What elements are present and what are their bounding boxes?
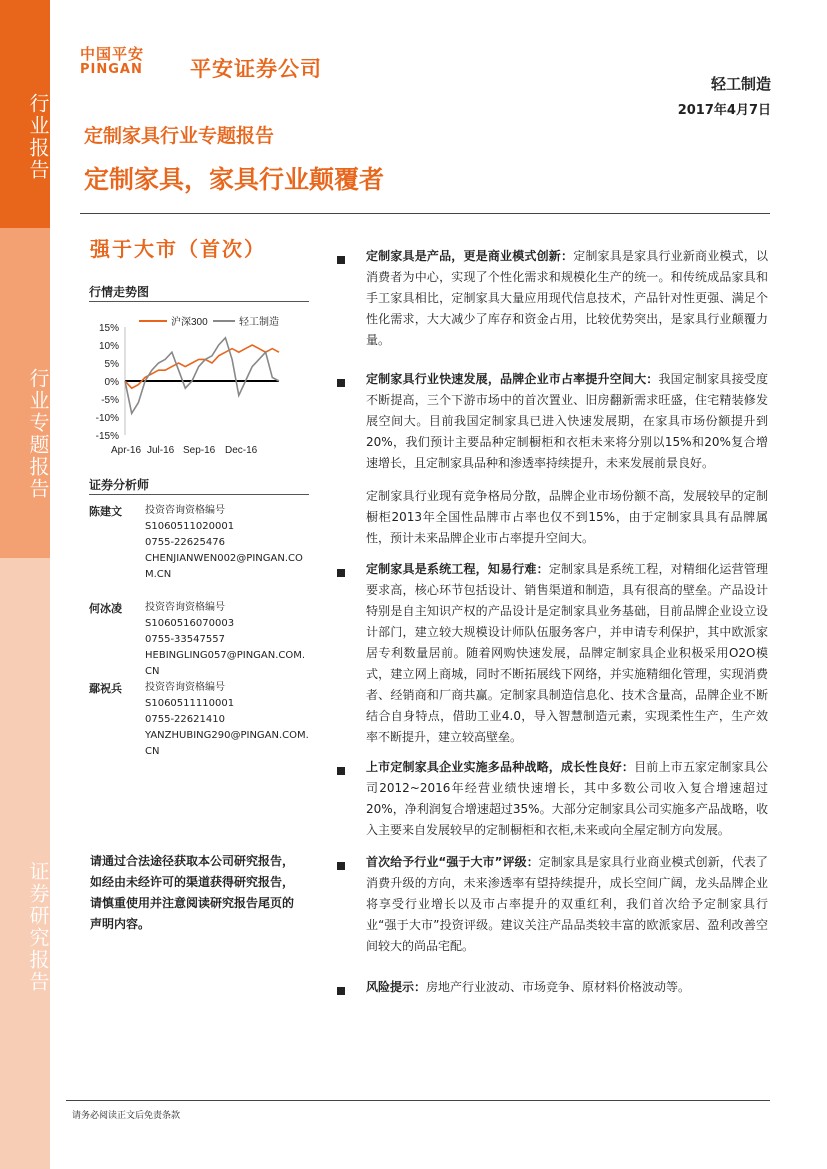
point-body: 目前上市五家定制家具公司2012~2016年经营业绩快速增长，其中多数公司收入复合增速超过20%，净利润复合增速超过35%。大部分定制家具公司实施多产品战略，收入主要来自发展较早的定制橱柜和衣柜,未来或向全屋定制方向发展。: [366, 760, 768, 837]
analyst-section-title: 证券分析师: [89, 478, 150, 492]
price-trend-svg: [89, 305, 309, 465]
analyst-phone: 0755-33547557: [145, 634, 225, 645]
analyst-phone: 0755-22621410: [145, 714, 225, 725]
bullet-icon: [337, 256, 345, 264]
point-heading: 定制家具是系统工程，知易行难：: [366, 562, 549, 576]
report-date: 2017年4月7日: [677, 103, 771, 118]
point-heading: 上市定制家具企业实施多品种战略，成长性良好：: [366, 760, 635, 774]
analyst-cert-label: 投资咨询资格编号: [145, 505, 225, 516]
x-tick-label: Apr-16: [111, 445, 142, 456]
analyst-name: 陈建文: [89, 505, 122, 518]
company-name: 平安证券公司: [190, 57, 322, 81]
bullet-icon: [337, 987, 345, 995]
analyst-cert-label: 投资咨询资格编号: [145, 602, 225, 613]
logo-english: PINGAN: [80, 62, 143, 77]
y-tick-label: 15%: [98, 323, 119, 334]
point-body: 定制家具是家具行业新商业模式，以消费者为中心，实现了个性化需求和规模化生产的统一。和传统成品家具和手工家具相比，定制家具大量应用现代信息技术，产品针对性更强、满足个性化需求，大大减少了库存和资金占用，比较优势突出，是家具行业颠覆力量。: [366, 249, 768, 347]
x-tick-label: Sep-16: [183, 445, 216, 456]
y-tick-label: -10%: [95, 413, 119, 424]
analyst-cert-number: S1060511020001: [145, 521, 235, 532]
y-tick-label: -5%: [101, 395, 119, 406]
point-body: 我国定制家具接受度不断提高，三个下游市场中的首次置业、旧房翻新需求旺盛，住宅精装修发展空间大。目前我国定制家具已进入快速发展期，在家具市场份额提升到20%，我们预计主要品种定制橱柜和衣柜未来将分别以15%和20%复合增速增长，且定制家具品种和渗透率持续提升，未来发展前景良好。: [366, 372, 768, 470]
point-body: 定制家具是家具行业商业模式创新，代表了消费升级的方向，未来渗透率有望持续提升，成长空间广阔，龙头品牌企业将享受行业增长以及市占率提升的双重红利，我们首次给予定制家具行业“强于大市”投资评级。建议关注产品品类较丰富的欧派家居、盈利改善空间较大的尚品宅配。: [366, 855, 768, 953]
series-line: [125, 338, 279, 414]
legend-label: 沪深300: [171, 317, 208, 328]
footer-divider: [66, 1100, 770, 1101]
chart-section-title: 行情走势图: [89, 285, 150, 299]
analyst-details: [145, 503, 310, 583]
bullet-icon: [337, 379, 345, 387]
point-heading: 定制家具行业快速发展，品牌企业市占率提升空间大：: [366, 372, 659, 386]
report-title: 定制家具，家具行业颠覆者: [84, 165, 385, 194]
summary-point: [366, 757, 768, 841]
footer-disclaimer: 请务必阅读正文后免责条款: [72, 1111, 181, 1121]
analyst-cert-number: S1060511110001: [145, 698, 235, 709]
summary-point: [366, 246, 768, 351]
bullet-icon: [337, 862, 345, 870]
point-body: 定制家具是系统工程，对精细化运营管理要求高，核心环节包括设计、销售渠道和制造，具有很高的壁垒。产品设计特别是自主知识产权的产品设计是定制家具业务基础，目前品牌企业设立设计部门，建立较大规模设计师队伍服务客户，并申请专利保护，其中欧派家居专利数量居前。随着网购快速发展，品牌定制家具企业积极采用O2O模式，建立网上商城，同时不断拓展线下网络，并实施精细化管理，实现消费者、经销商和厂商共赢。定制家具制造信息化、技术含量高，品牌企业不断结合自身特点，借助工业4.0，导入智慧制造元素，实现柔性生产，生产效率不断提升，建立较高壁垒。: [366, 562, 768, 744]
bullet-icon: [337, 569, 345, 577]
report-subtitle: 定制家具行业专题报告: [84, 125, 275, 147]
y-tick-label: -15%: [95, 431, 119, 442]
summary-point: [366, 369, 768, 474]
analyst-details: [145, 600, 310, 680]
summary-point: [366, 486, 768, 549]
analyst-email: HEBINGLING057@PINGAN.COM.CN: [145, 650, 306, 677]
y-tick-label: 10%: [98, 341, 119, 352]
report-type-tab: 行业报告: [0, 0, 50, 228]
summary-point: [366, 852, 768, 957]
analyst-phone: 0755-22625476: [145, 537, 225, 548]
logo-chinese: 中国平安: [80, 45, 145, 63]
price-trend-chart: [89, 305, 309, 465]
y-tick-label: 5%: [104, 359, 119, 370]
analyst-name: 鄢祝兵: [89, 682, 122, 695]
analyst-details: [145, 680, 310, 760]
header-divider: [80, 213, 770, 214]
y-tick-label: 0%: [104, 377, 119, 388]
x-tick-label: Jul-16: [147, 445, 175, 456]
sector-label: 轻工制造: [710, 75, 771, 93]
report-subtype-tab: 行业专题报告: [0, 228, 50, 558]
point-heading: 首次给予行业“强于大市”评级：: [366, 855, 539, 869]
summary-point: [366, 977, 768, 998]
analyst-email: YANZHUBING290@PINGAN.COM.CN: [145, 730, 309, 757]
summary-point: [366, 559, 768, 748]
investment-rating: 强于大市（首次）: [90, 237, 266, 261]
point-body: 定制家具行业现有竞争格局分散，品牌企业市场份额不高，发展较早的定制橱柜2013年全国性品牌市占率也仅不到15%，由于定制家具具有品牌属性，预计未来品牌企业市占率提升空间大。: [366, 489, 768, 545]
point-body: 房地产行业波动、市场竞争、原材料价格波动等。: [426, 980, 691, 994]
report-category-tab: 证券研究报告: [0, 558, 50, 1169]
legal-notice: 请通过合法途径获取本公司研究报告，如经由未经许可的渠道获得研究报告，请慎重使用并注意阅读研究报告尾页的声明内容。: [90, 854, 295, 931]
point-heading: 风险提示：: [366, 980, 427, 994]
chart-section-divider: [89, 301, 309, 302]
bullet-icon: [337, 767, 345, 775]
point-heading: 定制家具是产品，更是商业模式创新：: [366, 249, 574, 263]
x-tick-label: Dec-16: [225, 445, 258, 456]
analyst-cert-label: 投资咨询资格编号: [145, 682, 225, 693]
analyst-cert-number: S1060516070003: [145, 618, 235, 629]
analyst-name: 何冰凌: [89, 602, 122, 615]
legend-label: 轻工制造: [239, 317, 279, 328]
analyst-email: CHENJIANWEN002@PINGAN.COM.CN: [145, 553, 303, 580]
analyst-section-divider: [89, 494, 309, 495]
